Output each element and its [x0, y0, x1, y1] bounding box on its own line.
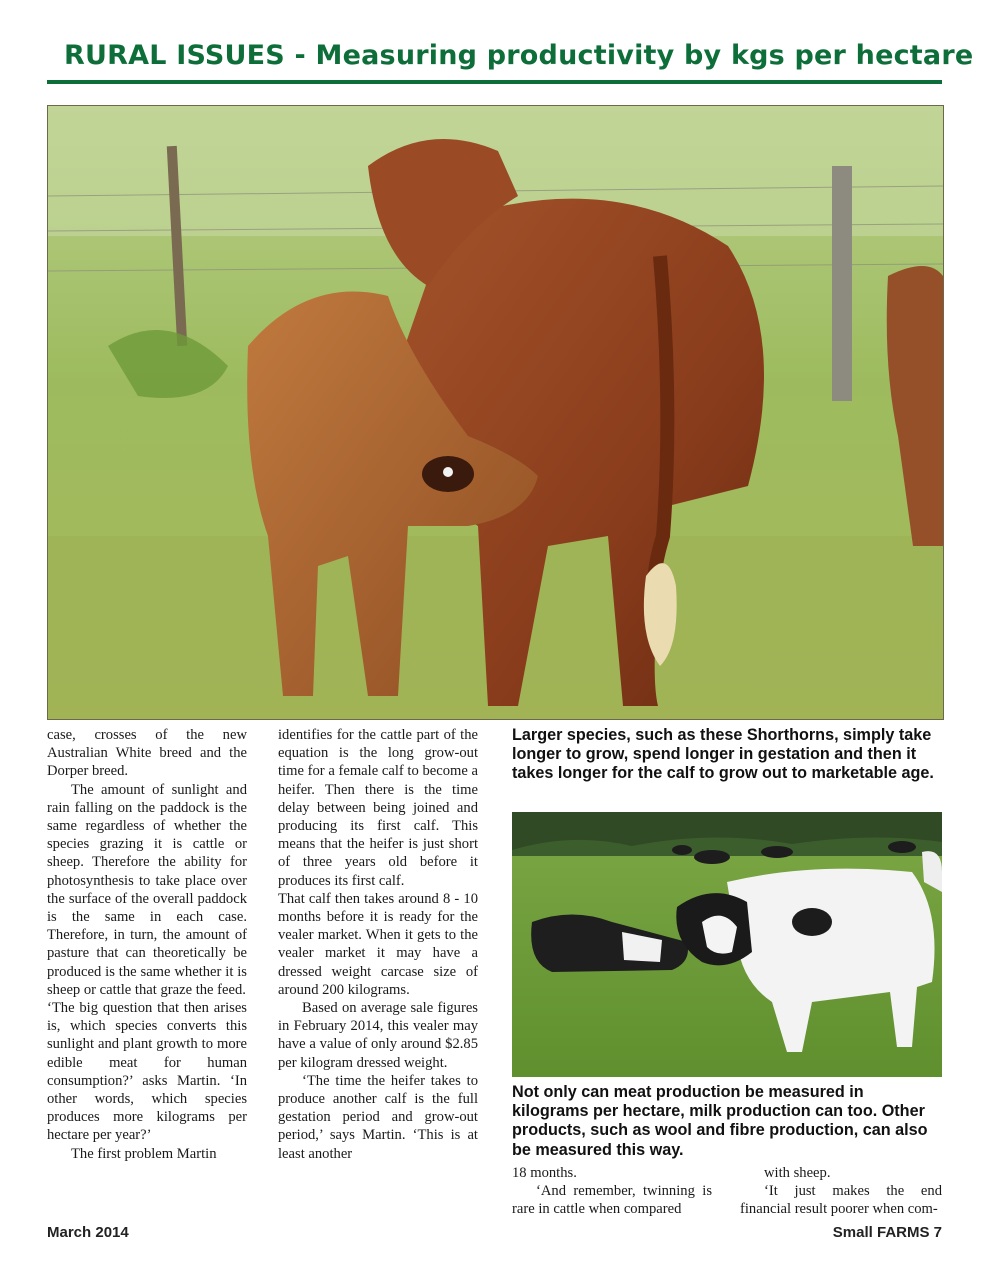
article-column-1 — [47, 726, 247, 1163]
footer-page-number: Small FARMS 7 — [832, 1224, 942, 1241]
photo-shorthorn-cow-and-calf — [47, 105, 944, 720]
article-column-2 — [278, 726, 478, 1163]
paragraph: case, crosses of the new Australian White breed and the Dorper breed. — [47, 727, 247, 780]
paragraph: ‘The big question that then arises is, which species converts this sunlight and plant growth to more edible meat for human consumption?’ asks Martin. ‘In other words, which species produces more kilograms per hectare per year?’ — [47, 1000, 247, 1144]
paragraph: 18 months. — [512, 1165, 577, 1181]
photo-caption-dairy: Not only can meat production be measured in kilograms per hectare, milk production can too. Other products, such as wool and fibre production, can also be measured this way. — [512, 1083, 928, 1159]
paragraph: ‘And remember, twinning is rare in cattle when compared — [512, 1183, 712, 1218]
paragraph: ‘The time the heifer takes to produce another calf is the full gestation period and grow-out period,’ says Martin. ‘This is at least another — [278, 1072, 478, 1162]
paragraph: The amount of sunlight and rain falling on the paddock is the same regardless of whether the species grazing it is cattle or sheep. Therefore the ability for photosynthesis to take place over the surface of the overall paddock is the same in each case. Therefore, in turn, the amount of pasture that can theoretically be produced is the same whether it is sheep or cattle that graze the feed. — [47, 781, 247, 998]
page-title: RURAL ISSUES - Measuring productivity by kgs per hectare — [64, 40, 974, 71]
footer-date: March 2014 — [47, 1224, 129, 1241]
article-column-4 — [740, 1164, 942, 1219]
paragraph: with sheep. — [764, 1165, 831, 1181]
title-rule — [47, 80, 942, 84]
paragraph: ‘It just makes the end financial result poorer when com- — [740, 1183, 942, 1218]
photo-dairy-cows — [512, 812, 942, 1077]
paragraph: identifies for the cattle part of the equation is the long grow-out time for a female calf to become a heifer. Then there is the time delay between being joined and producing its first calf. This means that the heifer is just short of three years old before it produces its first calf. — [278, 727, 478, 889]
paragraph: That calf then takes around 8 - 10 months before it is ready for the vealer market. When it gets to the vealer market it may have a dressed weight carcase size of around 200 kilograms. — [278, 890, 478, 998]
photo-caption-shorthorns: Larger species, such as these Shorthorns, simply take longer to grow, spend longer in gestation and then it takes longer for the calf to grow out to marketable age. — [512, 726, 934, 783]
paragraph: Based on average sale figures in February 2014, this vealer may have a value of only around $2.85 per kilogram dressed weight. — [278, 1000, 478, 1071]
paragraph: The first problem Martin — [71, 1145, 217, 1162]
article-column-3 — [512, 1164, 712, 1219]
